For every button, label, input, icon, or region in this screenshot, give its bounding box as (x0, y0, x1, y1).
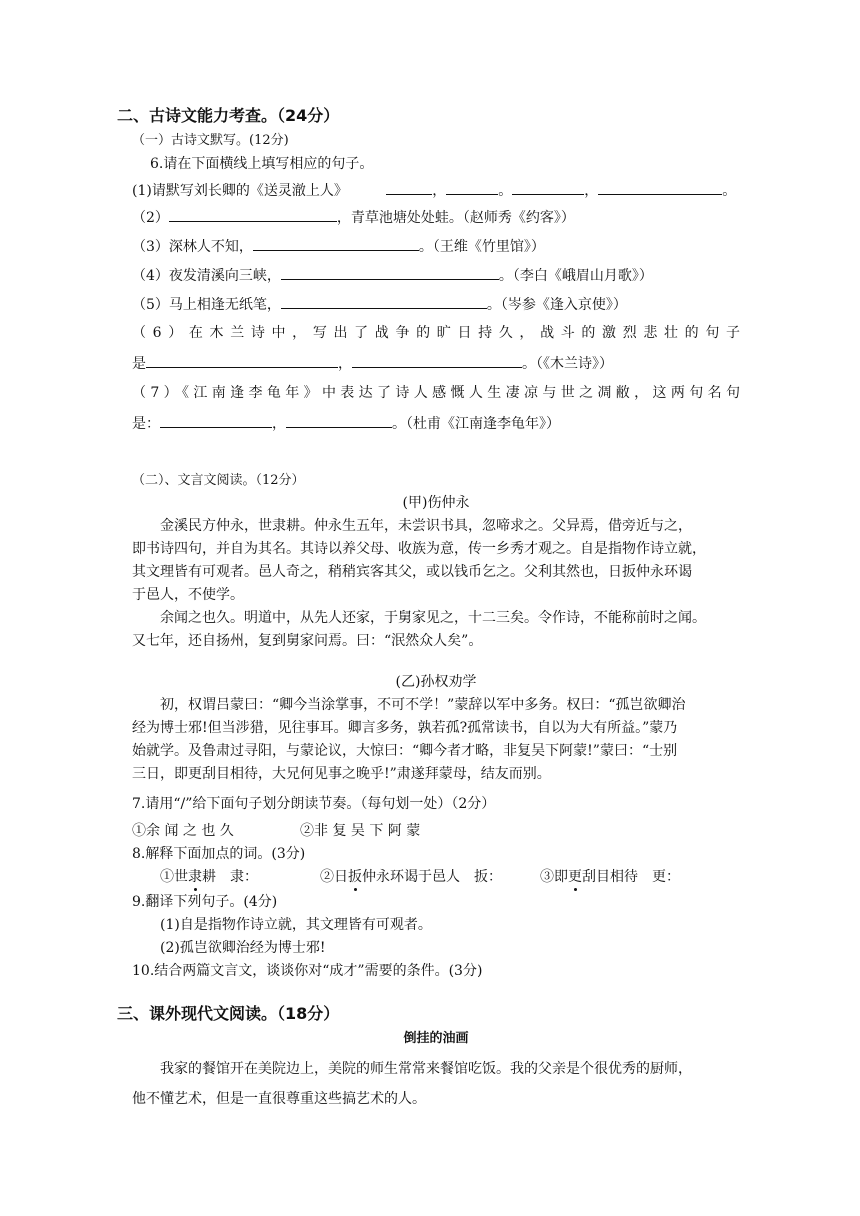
q7-prompt: 7.请用“/”给下面句子划分朗读节奏。（每句划一处）（2分） (132, 796, 496, 812)
q8-a-suffix: 耕 隶： (202, 869, 258, 885)
section3-heading: 三、课外现代文阅读。（18分） (117, 1004, 340, 1023)
section2-heading: 二、古诗文能力考查。（24分） (117, 106, 340, 125)
q6-item-7-line2: 是： ， 。（杜甫《江南逢李龟年》） (132, 413, 560, 433)
article-title: 倒挂的油画 (403, 1031, 469, 1046)
text-b-p1-line: 始就学。及鲁肃过寻阳，与蒙论议，大惊曰：“卿今者才略，非复吴下阿蒙!”蒙曰：“士别 (132, 743, 678, 759)
part1-title: （一）古诗文默写。(12分) (132, 133, 289, 148)
q6-item-6-line1: （6）在木兰诗中，写出了战争的旷日持久，战斗的激烈悲壮的句子 (132, 325, 740, 341)
text-a-title: (甲)伤仲永 (402, 495, 470, 511)
q8-c-prefix: ③即 (540, 869, 568, 885)
answer-blank[interactable] (352, 353, 522, 368)
q6-item-2-label: （2） (132, 210, 169, 226)
answer-blank[interactable] (598, 180, 722, 195)
q6-item-4-text: （4）夜发清溪向三峡， (132, 268, 281, 284)
q9-item-a: (1)自是指物作诗立就，其文理皆有可观者。 (160, 917, 432, 933)
text-a-p2-line: 又七年，还自扬州，复到舅家问焉。曰：“泯然众人矣”。 (132, 633, 483, 649)
q6-item-7-line1: （7）《江南逢李龟年》中表达了诗人感慨人生凄凉与世之凋敝，这两句名句 (132, 385, 740, 401)
q6-item-1: (1)请默写刘长卿的《送灵澈上人》 ， 。 ， 。 (132, 180, 736, 200)
answer-blank[interactable] (160, 413, 272, 428)
part2-title: （二）、文言文阅读。（12分） (132, 473, 305, 488)
text-b-p1-line: 经为博士邪!但当涉猎，见往事耳。卿言多务，孰若孤?孤常读书，自以为大有所益。”蒙乃 (132, 720, 678, 736)
answer-blank[interactable] (281, 294, 487, 309)
q6-item-5-source: 。（岑参《逢入京使》） (486, 297, 627, 313)
answer-blank[interactable] (512, 180, 584, 195)
q8-item-b (320, 868, 502, 886)
text-a-p1-line: 其文理皆有可观者。邑人奇之，稍稍宾客其父，或以钱币乞之。父利其然也，日扳仲永环谒 (132, 564, 692, 580)
answer-blank[interactable] (169, 207, 337, 222)
q6-item-3 (132, 236, 545, 256)
text-b-p1-line: 三日，即更刮目相待，大兄何见事之晚乎!”肃遂拜蒙母，结友而别。 (132, 766, 551, 782)
article-p1-line: 我家的餐馆开在美院边上，美院的师生常常来餐馆吃饭。我的父亲是个很优秀的厨师， (160, 1061, 692, 1077)
q10-prompt: 10.结合两篇文言文，谈谈你对“成才”需要的条件。(3分) (132, 963, 483, 979)
article-p1-line: 他不懂艺术，但是一直很尊重这些搞艺术的人。 (132, 1091, 426, 1107)
text-a-p1-line: 即书诗四句，并自为其名。其诗以养父母、收族为意，传一乡秀才观之。自是指物作诗立就， (132, 541, 706, 557)
q6-item-2 (132, 207, 575, 227)
q6-item-5-text: （5）马上相逢无纸笔， (132, 297, 281, 313)
q6-item-7-source: 。（杜甫《江南逢李龟年》） (392, 416, 560, 432)
text-a-p1-line: 金溪民方仲永，世隶耕。仲永生五年，未尝识书具，忽啼求之。父异焉，借旁近与之， (160, 518, 692, 534)
answer-blank[interactable] (281, 265, 499, 280)
answer-blank[interactable] (446, 180, 498, 195)
answer-blank[interactable] (386, 180, 432, 195)
q9-prompt: 9.翻译下列句子。(4分) (132, 894, 278, 910)
dotted-word: 扳 (348, 869, 362, 885)
q6-item-7-label: 是： (132, 416, 160, 432)
q8-item-a (160, 868, 258, 886)
q7-item-b: ②非 复 吴 下 阿 蒙 (300, 823, 421, 839)
text-b-title: (乙)孙权劝学 (395, 674, 477, 690)
q8-prompt: 8.解释下面加点的词。(3分) (132, 846, 306, 862)
dotted-word: 更 (568, 869, 582, 885)
q6-item-6-label: 是 (132, 356, 146, 372)
q9-item-b: (2)孤岂欲卿治经为博士邪! (160, 940, 326, 956)
q7-item-a: ①余 闻 之 也 久 (132, 823, 234, 839)
answer-blank[interactable] (146, 353, 338, 368)
q6-item-6-line2: 是 ， 。（《木兰诗》） (132, 353, 613, 373)
q6-item-4-source: 。（李白《峨眉山月歌》） (498, 268, 653, 284)
q8-b-suffix: 仲永环谒于邑人 扳： (362, 869, 502, 885)
q6-item-2-source: ，青草池塘处处蛙。（赵师秀《约客》） (336, 210, 575, 226)
q6-item-5 (132, 294, 627, 314)
q6-item-3-source: 。（王维《竹里馆》） (418, 239, 545, 255)
q8-c-suffix: 刮目相待 更： (582, 869, 680, 885)
q6-item-6-source: 。（《木兰诗》） (522, 356, 613, 372)
dotted-word: 隶 (188, 869, 202, 885)
q6-item-3-text: （3）深林人不知， (132, 239, 253, 255)
q8-item-c (540, 868, 680, 886)
q8-b-prefix: ②日 (320, 869, 348, 885)
text-b-p1-line: 初，权谓吕蒙曰：“卿今当涂掌事，不可不学！”蒙辞以军中多务。权曰：“孤岂欲卿治 (160, 697, 686, 713)
text-a-p1-line: 于邑人，不使学。 (132, 587, 244, 603)
q8-a-prefix: ①世 (160, 869, 188, 885)
q6-item-4 (132, 265, 653, 285)
answer-blank[interactable] (286, 413, 392, 428)
answer-blank[interactable] (253, 236, 419, 251)
q6-item-1-text: (1)请默写刘长卿的《送灵澈上人》 (132, 183, 348, 199)
text-a-p2-line: 余闻之也久。明道中，从先人还家，于舅家见之，十二三矣。令作诗，不能称前时之闻。 (160, 610, 706, 626)
q6-prompt: 6.请在下面横线上填写相应的句子。 (150, 156, 374, 172)
